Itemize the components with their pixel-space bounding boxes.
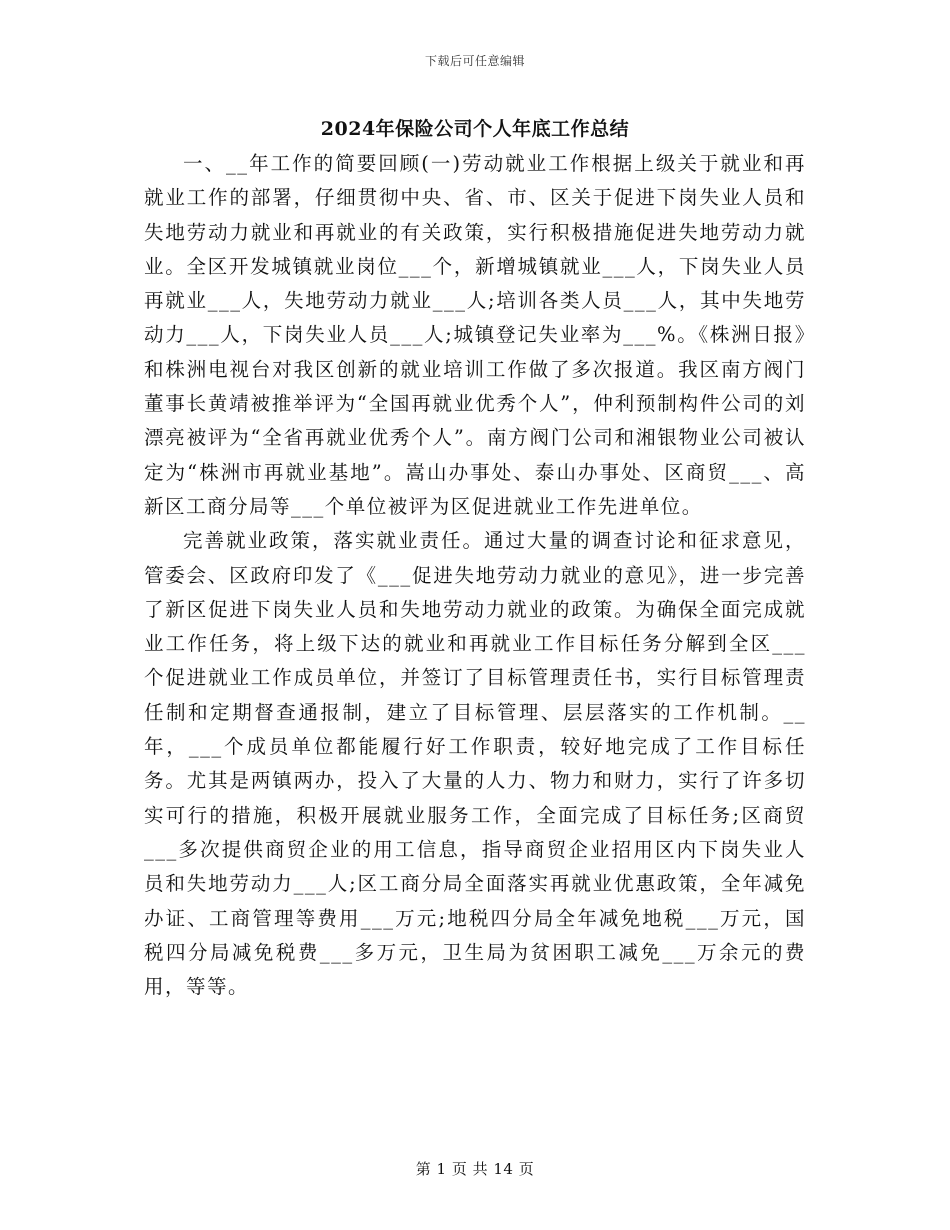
paragraph-2: 完善就业政策，落实就业责任。通过大量的调查讨论和征求意见，管委会、区政府印发了《___促进失地劳动力就业的意见》，进一步完善了新区促进下岗失业人员和失地劳动力就业的政策。为确保全面完成就业工作任务，将上级下达的就业和再就业工作目标任务分解到全区___个促进就业工作成员单位，并签订了目标管理责任书，实行目标管理责任制和定期督查通报制，建立了目标管理、层层落实的工作机制。__年，___个成员单位都能履行好工作职责，较好地完成了工作目标任务。尤其是两镇两办，投入了大量的人力、物力和财力，实行了许多切实可行的措施，积极开展就业服务工作，全面完成了目标任务;区商贸___多次提供商贸企业的用工信息，指导商贸企业招用区内下岗失业人员和失地劳动力___人;区工商分局全面落实再就业优惠政策，全年减免办证、工商管理等费用___万元;地税四分局全年减免地税___万元，国税四分局减免税费___多万元，卫生局为贫困职工减免___万余元的费用，等等。 [144, 529, 806, 999]
document-body [144, 147, 806, 1004]
paragraph-1: 一、__年工作的简要回顾(一)劳动就业工作根据上级关于就业和再就业工作的部署，仔细贯彻中央、省、市、区关于促进下岗失业人员和失地劳动力就业和再就业的有关政策，实行积极措施促进失地劳动力就业。全区开发城镇就业岗位___个，新增城镇就业___人，下岗失业人员再就业___人，失地劳动力就业___人;培训各类人员___人，其中失地劳动力___人，下岗失业人员___人;城镇登记失业率为___%。《株洲日报》和株洲电视台对我区创新的就业培训工作做了多次报道。我区南方阀门董事长黄靖被推举评为“全国再就业优秀个人”，仲利预制构件公司的刘漂亮被评为“全省再就业优秀个人”。南方阀门公司和湘银物业公司被认定为“株洲市再就业基地”。嵩山办事处、泰山办事处、区商贸___、高新区工商分局等___个单位被评为区促进就业工作先进单位。 [144, 152, 806, 518]
header-note: 下载后可任意编辑 [424, 54, 525, 68]
page-number: 第 1 页 共 14 页 [415, 1160, 535, 1178]
document-title: 2024年保险公司个人年底工作总结 [320, 118, 630, 140]
